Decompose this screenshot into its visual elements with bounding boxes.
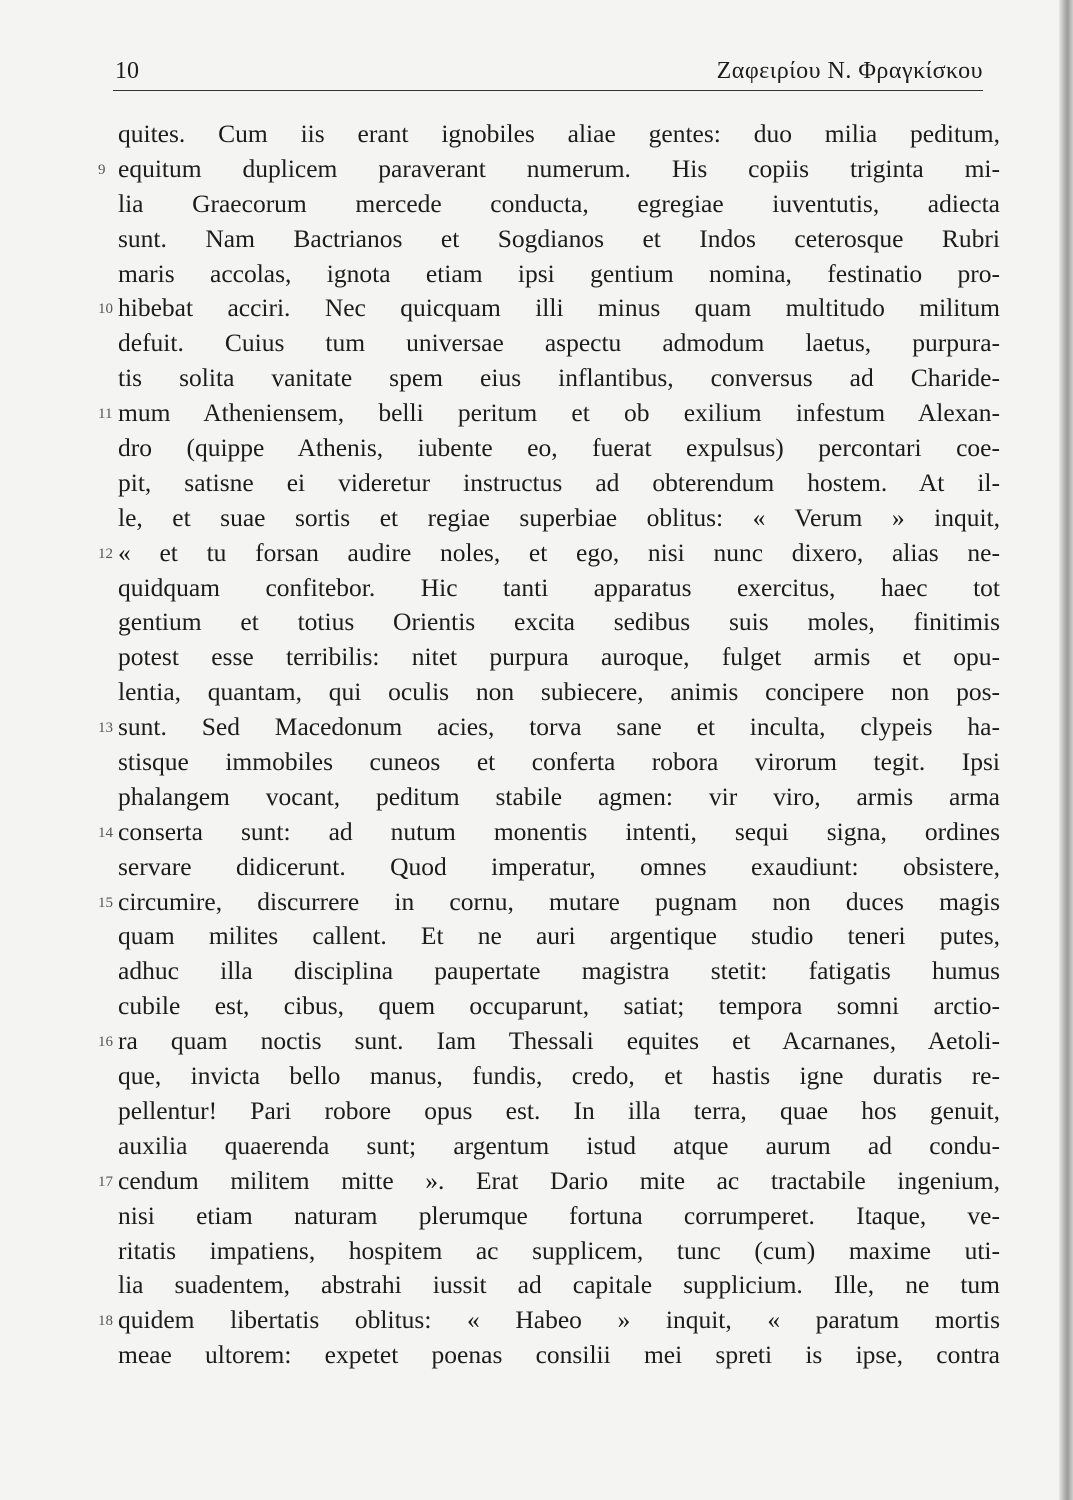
text-line	[118, 466, 1000, 501]
text-line	[118, 780, 1000, 815]
text-line	[98, 536, 1000, 571]
line-text: stisque immobiles cuneos et conferta robora virorum tegit. Ipsi	[118, 747, 1000, 777]
line-text: nisi etiam naturam plerumque fortuna corrumperet. Itaque, ve-	[118, 1200, 1000, 1230]
line-text: maris accolas, ignota etiam ipsi gentium nomina, festinatio pro-	[118, 258, 1000, 288]
line-text: defuit. Cuius tum universae aspectu admodum laetus, purpura-	[118, 328, 1000, 358]
line-text: lia suadentem, abstrahi iussit ad capitale supplicium. Ille, ne tum	[118, 1270, 1000, 1300]
line-text: quam milites callent. Et ne auri argentique studio teneri putes,	[118, 921, 1000, 951]
text-line	[118, 187, 1000, 222]
section-number: 12	[98, 545, 113, 562]
section-number: 11	[98, 406, 113, 423]
text-line	[118, 222, 1000, 257]
line-text: auxilia quaerenda sunt; argentum istud atque aurum ad condu-	[118, 1130, 1000, 1160]
page-edge-shadow	[1059, 0, 1073, 1500]
line-text: mum Atheniensem, belli peritum et ob exilium infestum Alexan-	[118, 398, 1000, 428]
line-text: gentium et totius Orientis excita sedibus suis moles, finitimis	[118, 607, 1000, 637]
text-line	[118, 117, 1000, 152]
section-number: 13	[98, 720, 113, 737]
line-text: que, invicta bello manus, fundis, credo, et hastis igne duratis re-	[118, 1061, 1000, 1091]
line-text: cubile est, cibus, quem occuparunt, satiat; tempora somni arctio-	[118, 991, 1000, 1021]
line-text: le, et suae sortis et regiae superbiae oblitus: « Verum » inquit,	[118, 502, 1000, 532]
text-line	[118, 989, 1000, 1024]
text-line	[118, 1268, 1000, 1303]
line-text: conserta sunt: ad nutum monentis intenti, sequi signa, ordines	[118, 816, 1000, 846]
text-line	[118, 954, 1000, 989]
section-number: 14	[98, 824, 113, 841]
line-text: cendum militem mitte ». Erat Dario mite ac tractabile ingenium,	[118, 1165, 1000, 1195]
text-line	[98, 1164, 1000, 1199]
line-text: tis solita vanitate spem eius inflantibus, conversus ad Charide-	[118, 363, 1000, 393]
text-line	[118, 919, 1000, 954]
line-text: lia Graecorum mercede conducta, egregiae iuventutis, adiecta	[118, 188, 1000, 218]
text-line	[98, 1303, 1000, 1338]
text-line	[98, 710, 1000, 745]
text-line	[98, 396, 1000, 431]
text-line	[118, 501, 1000, 536]
text-line	[118, 1199, 1000, 1234]
text-line	[118, 605, 1000, 640]
running-head: Ζαφειρίου Ν. Φραγκίσκου	[716, 58, 983, 84]
line-text: ritatis impatiens, hospitem ac supplicem, tunc (cum) maxime uti-	[118, 1235, 1000, 1265]
text-body	[98, 117, 1000, 1373]
text-line	[118, 640, 1000, 675]
page-header	[113, 56, 983, 91]
text-line	[118, 1338, 1000, 1373]
section-number: 18	[98, 1313, 113, 1330]
line-text: circumire, discurrere in cornu, mutare pugnam non duces magis	[118, 886, 1000, 916]
page-number: 10	[115, 58, 139, 84]
text-line	[118, 361, 1000, 396]
section-number: 15	[98, 894, 113, 911]
line-text: phalangem vocant, peditum stabile agmen: vir viro, armis arma	[118, 781, 1000, 811]
section-number: 10	[98, 301, 113, 318]
text-line	[118, 1234, 1000, 1269]
line-text: meae ultorem: expetet poenas consilii mei spreti is ipse, contra	[118, 1340, 1000, 1370]
line-text: hibebat acciri. Nec quicquam illi minus quam multitudo militum	[118, 293, 1000, 323]
text-line	[118, 571, 1000, 606]
line-text: lentia, quantam, qui oculis non subiecere, animis concipere non pos-	[118, 677, 1000, 707]
line-text: dro (quippe Athenis, iubente eo, fuerat expulsus) percontari coe-	[118, 433, 1000, 463]
text-line	[118, 675, 1000, 710]
line-text: equitum duplicem paraverant numerum. His copiis triginta mi-	[118, 153, 1000, 183]
text-line	[98, 152, 1000, 187]
line-text: adhuc illa disciplina paupertate magistra stetit: fatigatis humus	[118, 956, 1000, 986]
text-line	[118, 1094, 1000, 1129]
line-text: sunt. Nam Bactrianos et Sogdianos et Indos ceterosque Rubri	[118, 223, 1000, 253]
line-text: quidquam confitebor. Hic tanti apparatus exercitus, haec tot	[118, 572, 1000, 602]
section-number: 9	[98, 161, 106, 178]
line-text: quidem libertatis oblitus: « Habeo » inquit, « paratum mortis	[118, 1305, 1000, 1335]
text-line	[118, 1059, 1000, 1094]
line-text: servare didicerunt. Quod imperatur, omnes exaudiunt: obsistere,	[118, 851, 1000, 881]
text-line	[118, 1129, 1000, 1164]
text-line	[98, 885, 1000, 920]
line-text: ra quam noctis sunt. Iam Thessali equites et Acarnanes, Aetoli-	[118, 1026, 1000, 1056]
text-line	[98, 815, 1000, 850]
line-text: pit, satisne ei videretur instructus ad obterendum hostem. At il-	[118, 467, 1000, 497]
line-text: « et tu forsan audire noles, et ego, nisi nunc dixero, alias ne-	[118, 537, 1000, 567]
text-line	[98, 291, 1000, 326]
line-text: sunt. Sed Macedonum acies, torva sane et inculta, clypeis ha-	[118, 712, 1000, 742]
text-line	[118, 431, 1000, 466]
section-number: 16	[98, 1034, 113, 1051]
text-line	[118, 850, 1000, 885]
text-line	[98, 1024, 1000, 1059]
line-text: potest esse terribilis: nitet purpura auroque, fulget armis et opu-	[118, 642, 1000, 672]
text-line	[118, 326, 1000, 361]
line-text: pellentur! Pari robore opus est. In illa terra, quae hos genuit,	[118, 1095, 1000, 1125]
text-line	[118, 745, 1000, 780]
text-line	[118, 257, 1000, 292]
section-number: 17	[98, 1173, 113, 1190]
line-text: quites. Cum iis erant ignobiles aliae gentes: duo milia peditum,	[118, 119, 1000, 148]
